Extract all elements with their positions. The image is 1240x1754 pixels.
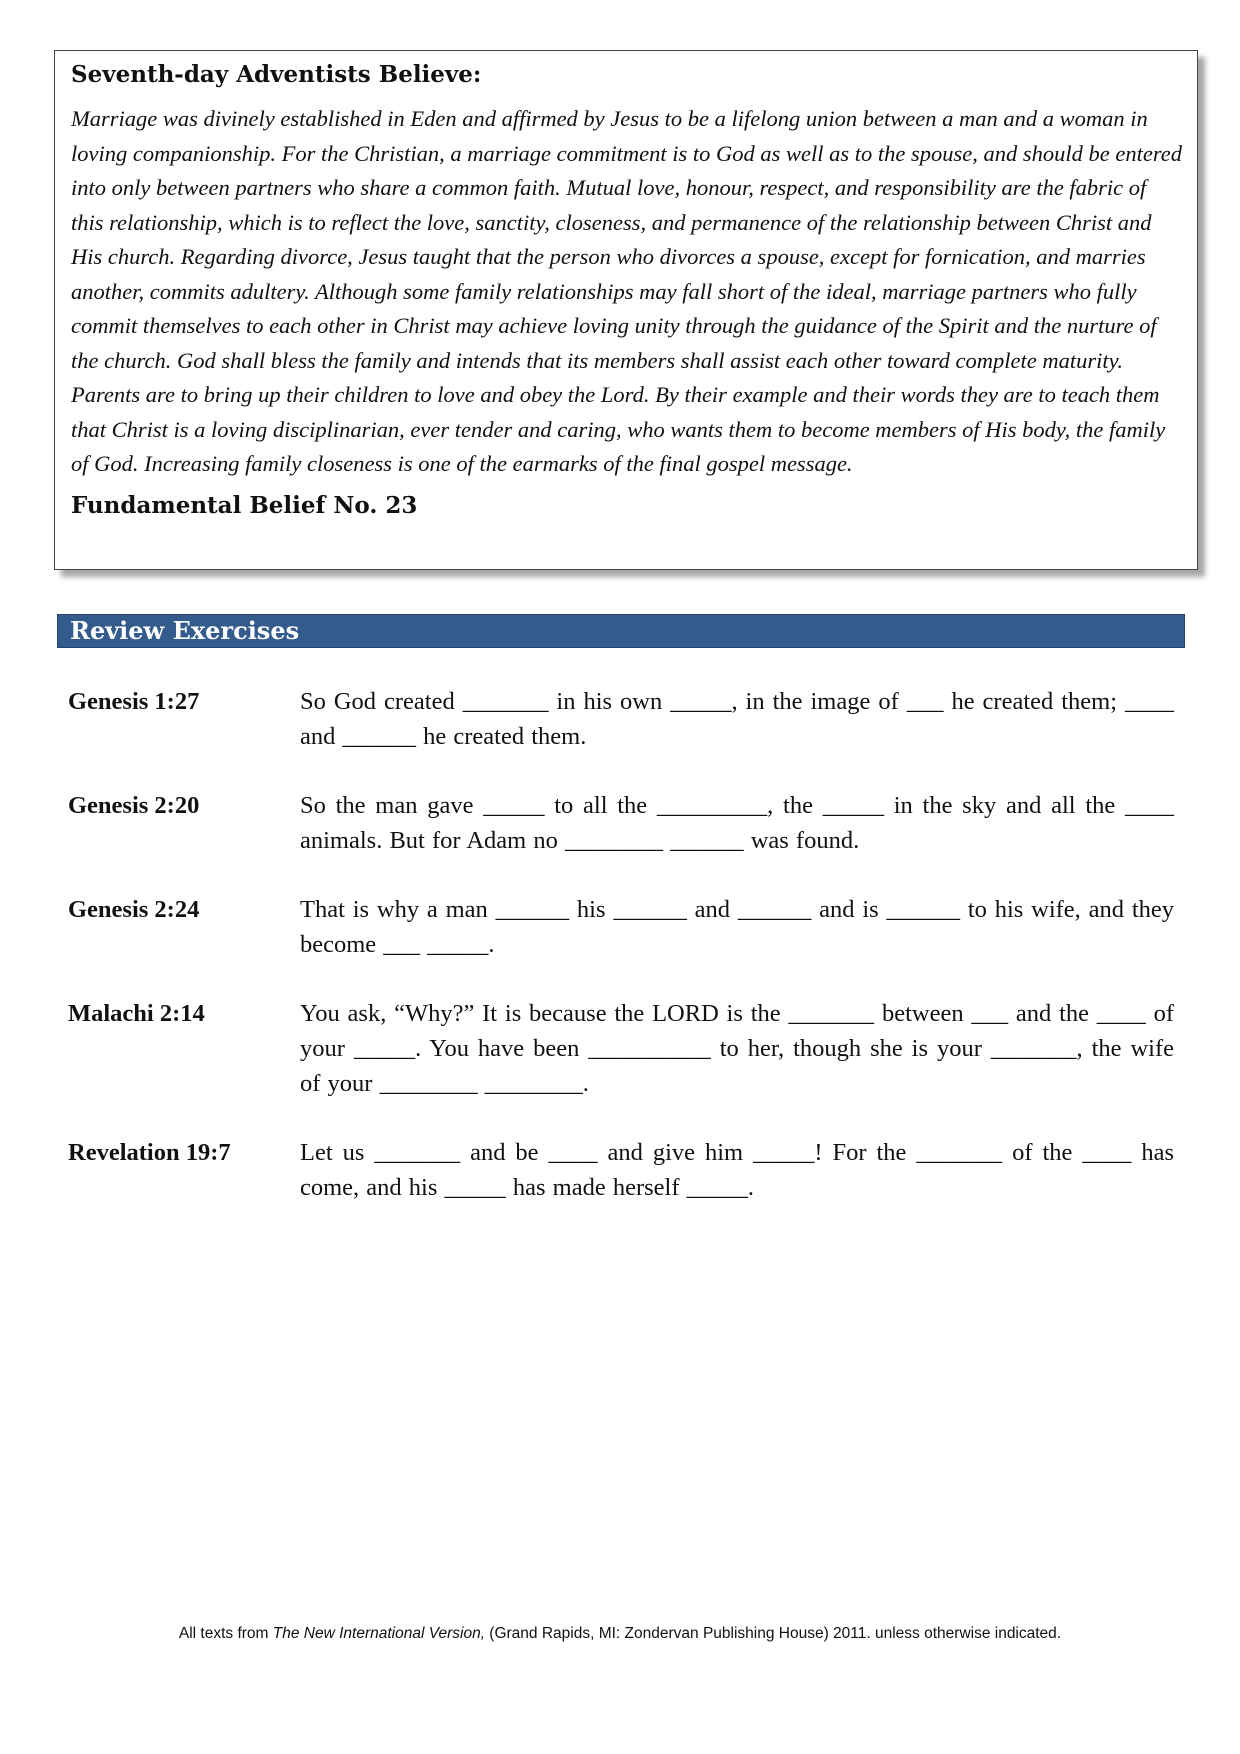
- exercise-verse: Let us _______ and be ____ and give him _____! For the _______ of the ____ has come, and his _____ has made herself _____.: [300, 1139, 1174, 1201]
- exercise-reference: Genesis 1:27: [68, 688, 200, 715]
- exercise-reference: Revelation 19:7: [68, 1139, 231, 1166]
- source-note-suffix: (Grand Rapids, MI: Zondervan Publishing House) 2011. unless otherwise indicated.: [485, 1625, 1062, 1642]
- belief-number: Fundamental Belief No. 23: [71, 491, 418, 519]
- source-note-title: The New International Version,: [272, 1625, 485, 1642]
- exercise-reference: Malachi 2:14: [68, 1000, 205, 1027]
- exercise-verse: You ask, “Why?” It is because the LORD is the _______ between ___ and the ____ of your _____. You have been __________ to her, though she is your _______, the wife of your ________ ________.: [300, 1000, 1174, 1097]
- belief-statement-text: Marriage was divinely established in Eden and affirmed by Jesus to be a lifelong union between a man and a woman in loving companionship. For the Christian, a marriage commitment is to God as well as to the spouse, and should be entered into only between partners who share a common faith. Mutual love, honour, respect, and responsibility are the fabric of this relationship, which is to reflect the love, sanctity, closeness, and permanence of the relationship between Christ and His church. Regarding divorce, Jesus taught that the person who divorces a spouse, except for fornication, and marries another, commits adultery. Although some family relationships may fall short of the ideal, marriage partners who fully commit themselves to each other in Christ may achieve loving unity through the guidance of the Spirit and the nurture of the church. God shall bless the family and intends that its members shall assist each other toward complete maturity. Parents are to bring up their children to love and obey the Lord. By their example and their words they are to teach them that Christ is a loving disciplinarian, ever tender and caring, who wants them to become members of His body, the family of God. Increasing family closeness is one of the earmarks of the final gospel message.: [71, 106, 1182, 476]
- belief-box-title: Seventh-day Adventists Believe:: [71, 61, 482, 88]
- exercise-row: [68, 892, 1188, 962]
- exercise-row: [68, 788, 1188, 858]
- source-note: [0, 1625, 1240, 1643]
- source-note-prefix: All texts from: [178, 1625, 273, 1642]
- exercise-row: [68, 1135, 1188, 1205]
- exercise-row: [68, 684, 1188, 754]
- exercise-row: [68, 996, 1188, 1101]
- exercise-verse: So God created _______ in his own _____, in the image of ___ he created them; ____ and ______ he created them.: [300, 688, 1174, 750]
- exercise-reference: Genesis 2:20: [68, 792, 200, 819]
- belief-box: [54, 50, 1198, 570]
- exercise-verse: So the man gave _____ to all the _________, the _____ in the sky and all the ____ animals. But for Adam no ________ ______ was found.: [300, 792, 1174, 854]
- exercise-verse: That is why a man ______ his ______ and ______ and is ______ to his wife, and they become ___ _____.: [300, 896, 1174, 958]
- exercise-reference: Genesis 2:24: [68, 896, 200, 923]
- review-exercises-header: Review Exercises: [57, 614, 1185, 648]
